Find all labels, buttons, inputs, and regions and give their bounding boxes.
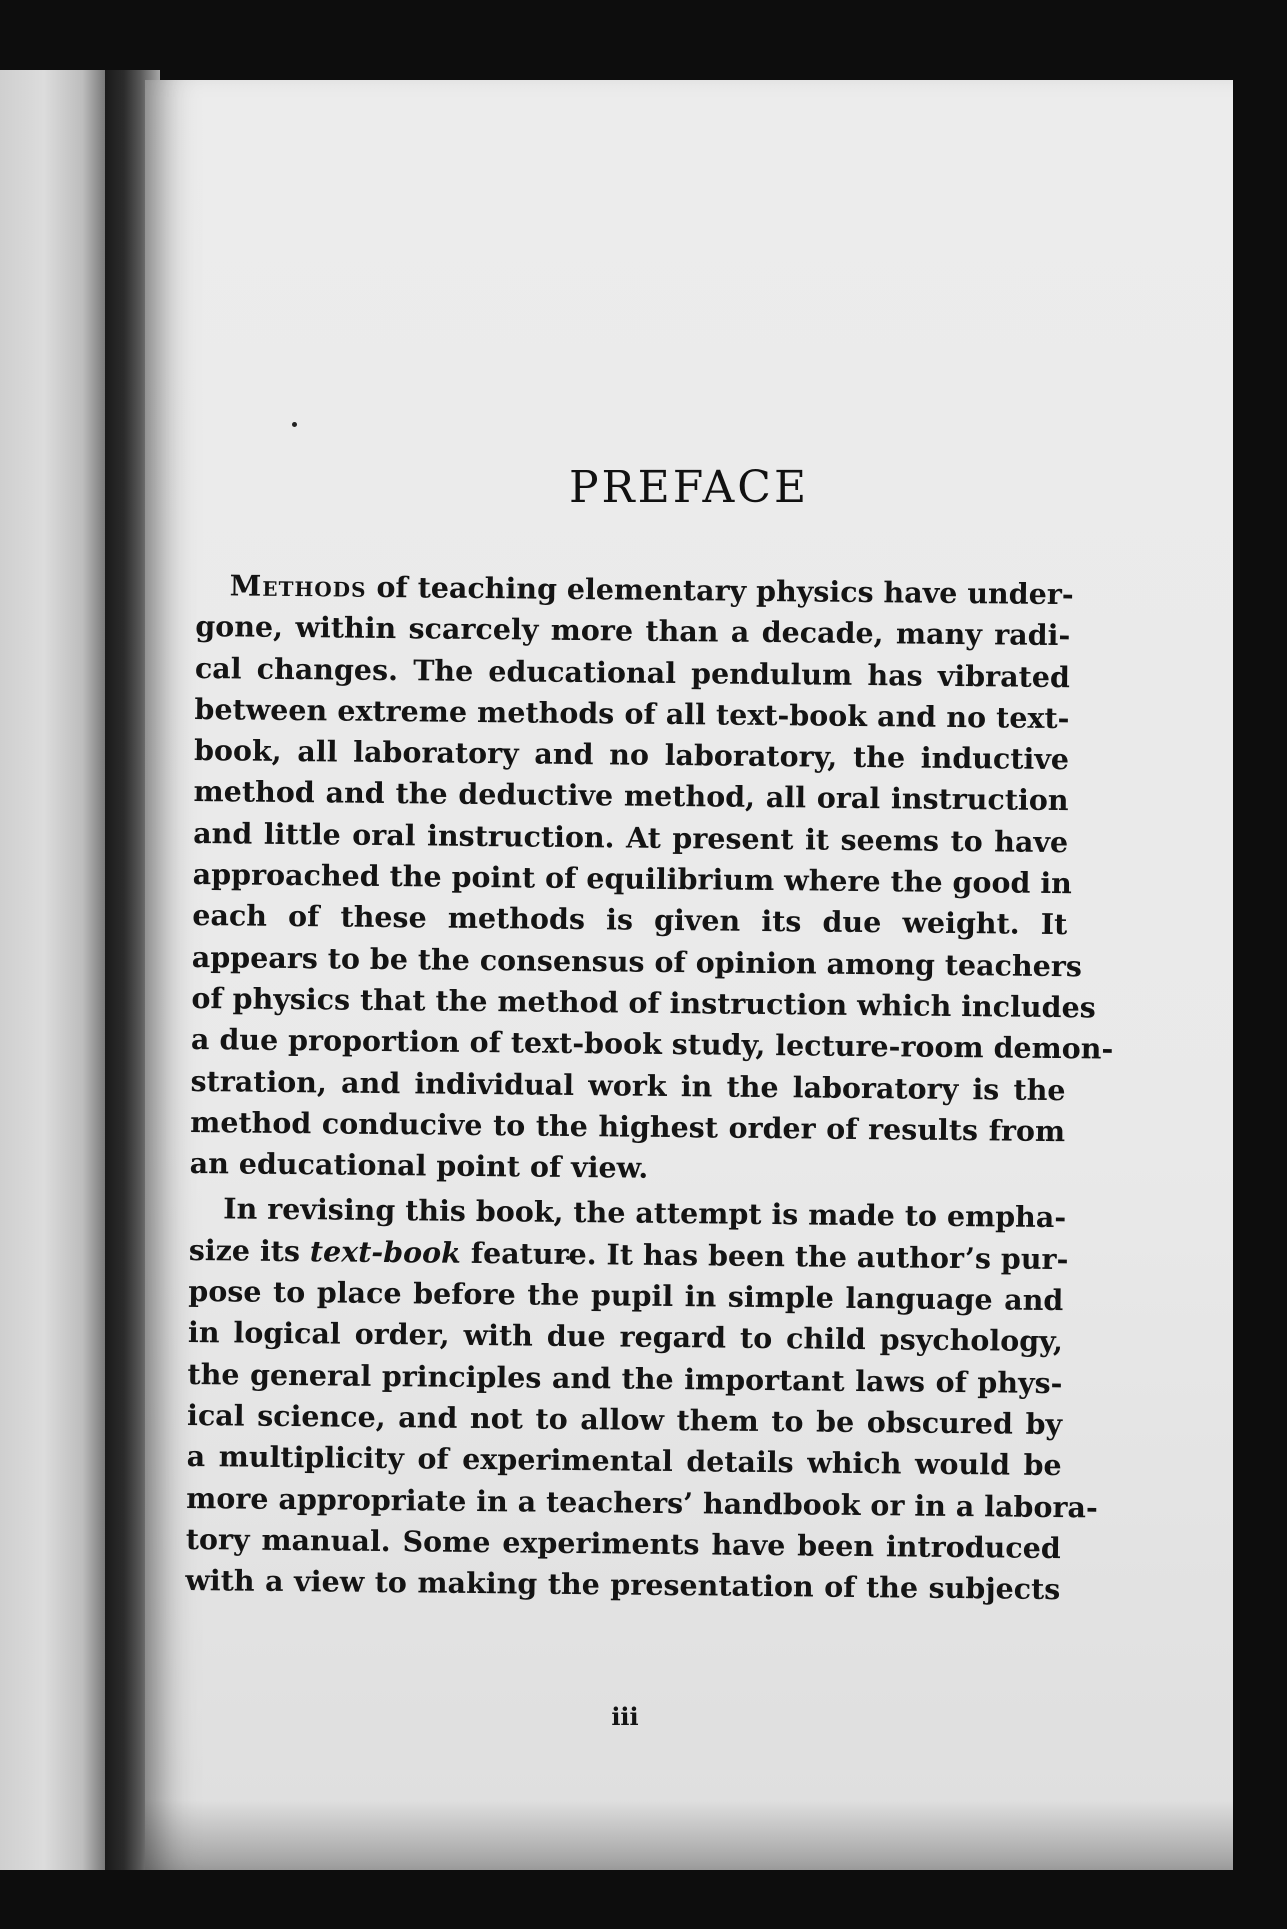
text-line: the general principles and the important laws of phys- [187,1356,1063,1400]
text-line: a due proportion of text-book study, lecture-room demon- [190,1022,1114,1066]
text-run: of teaching elementary physics have under- [366,569,1074,612]
lead-word: Methods [229,568,367,604]
text-line: approached the point of equilibrium where the good in [192,857,1073,901]
text-line: stration, and individual work in the laboratory is the [190,1063,1066,1107]
text-line: in logical order, with due regard to child psychology, [187,1315,1064,1359]
page-bottom-shadow [145,1800,1233,1870]
text-line: with a view to making the presentation of the subjects [185,1563,1061,1607]
text-line: method conducive to the highest order of results from [189,1104,1066,1148]
text-line: pose to place before the pupil in simple language and [188,1274,1064,1318]
text-line: ical science, and not to allow them to be obscured by [186,1397,1063,1442]
text-line: appears to be the consensus of opinion among teachers [191,939,1083,983]
ink-speck [292,422,297,427]
text-line: a multiplicity of experimental details which would be [186,1439,1062,1483]
text-line: cal changes. The educational pendulum has vibrated [194,650,1071,694]
text-line: method and the deductive method, all oral instruction [193,774,1069,818]
text-line: In revising this book, the attempt is made to empha- [223,1191,1067,1235]
text-line: more appropriate in a teachers’ handbook or in a labora- [186,1480,1098,1525]
page-title: PREFACE [568,462,810,513]
text-run: feature. It has been the author’s pur- [460,1235,1069,1276]
text-line: of physics that the method of instruction which includes [191,980,1096,1025]
preface-body [185,565,1114,1611]
text-line: an educational point of view. [189,1146,649,1185]
text-line: and little oral instruction. At present it seems to have [193,815,1069,859]
text-line: gone, within scarcely more than a decade, many radi- [195,609,1071,653]
text-run: size its [188,1232,311,1268]
text-line: tory manual. Some experiments have been introduced [185,1521,1061,1565]
emphasis-text: text-book [309,1233,462,1270]
page-number: iii [611,1702,639,1731]
facing-page-edge [0,70,110,1870]
text-line: each of these methods is given its due weight. It [192,898,1068,942]
text-line: between extreme methods of all text-book and no text- [194,691,1070,736]
text-line: book, all laboratory and no laboratory, the inductive [193,733,1070,777]
